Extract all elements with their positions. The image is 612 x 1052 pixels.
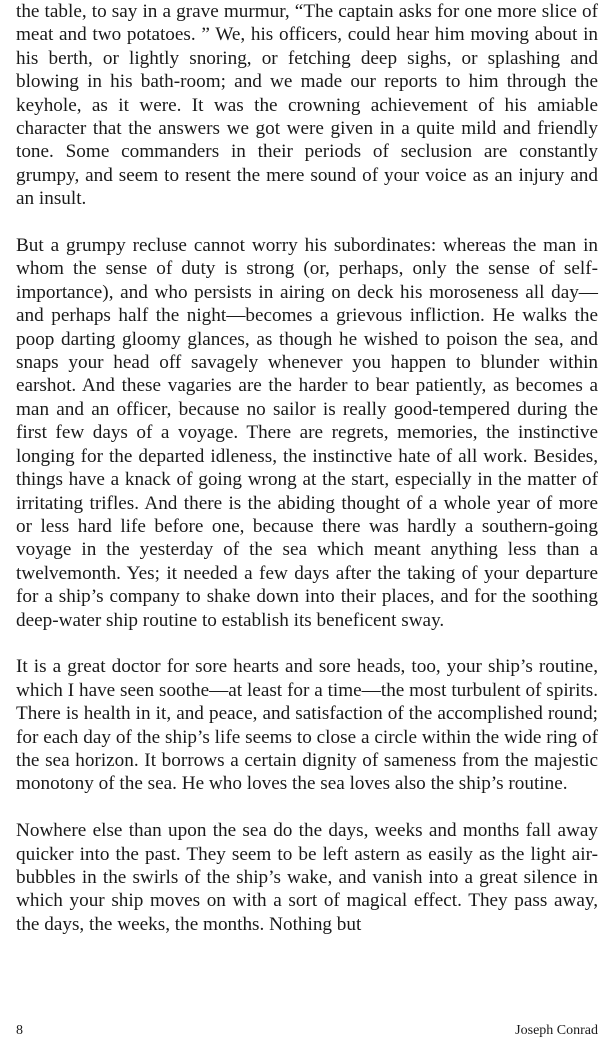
- paragraph-4: Nowhere else than upon the sea do the days, weeks and months fall away quicker into the past. They seem to be left astern as easily as the light air-bubbles in the swirls of the ship’s wake, and vanish into a great silence in which your ship moves on with a sort of magical effect. They pass away, the days, the weeks, the months. Nothing but: [16, 820, 598, 935]
- paragraph-1: the table, to say in a grave murmur, “The captain asks for one more slice of meat and two potatoes. ” We, his officers, could hear him moving about in his berth, or lightly snoring, or fetching deep sighs, or splashing and blowing in his bath-room; and we made our reports to him through the keyhole, as it were. It was the crowning achievement of his amiable character that the answers we got were given in a quite mild and friendly tone. Some commanders in their periods of seclusion are constantly grumpy, and seem to resent the mere sound of your voice as an injury and an insult.: [16, 1, 598, 210]
- page-number: 8: [16, 1023, 23, 1038]
- paragraph-3: It is a great doctor for sore hearts and sore heads, too, your ship’s routine, which I have seen soothe—at least for a time—the most turbulent of spirits. There is health in it, and peace, and satisfaction of the accomplished round; for each day of the ship’s life seems to close a circle within the wide ring of the sea horizon. It borrows a certain dignity of sameness from the majestic monotony of the sea. He who loves the sea loves also the ship’s routine.: [16, 656, 598, 795]
- paragraph-2: But a grumpy recluse cannot worry his subordinates: whereas the man in whom the sense of duty is strong (or, perhaps, only the sense of self-importance), and who persists in airing on deck his moroseness all day—and perhaps half the night—becomes a grievous infliction. He walks the poop darting gloomy glances, as though he wished to poison the sea, and snaps your head off savagely whenever you happen to blunder within earshot. And these vagaries are the harder to bear patiently, as becomes a man and an officer, because no sailor is really good-tempered during the first few days of a voyage. There are regrets, memories, the instinctive longing for the departed idleness, the instinctive hate of all work. Besides, things have a knack of going wrong at the start, especially in the matter of irritating trifles. And there is the abiding thought of a whole year of more or less hard life before one, because there was hardly a southern-going voyage in the yesterday of the sea which meant anything less than a twelvemonth. Yes; it needed a few days after the taking of your departure for a ship’s company to shake down into their places, and for the soothing deep-water ship routine to establish its beneficent sway.: [16, 235, 598, 631]
- page-footer: [16, 1022, 598, 1040]
- footer-author: Joseph Conrad: [515, 1023, 598, 1038]
- body-text: [16, 0, 598, 936]
